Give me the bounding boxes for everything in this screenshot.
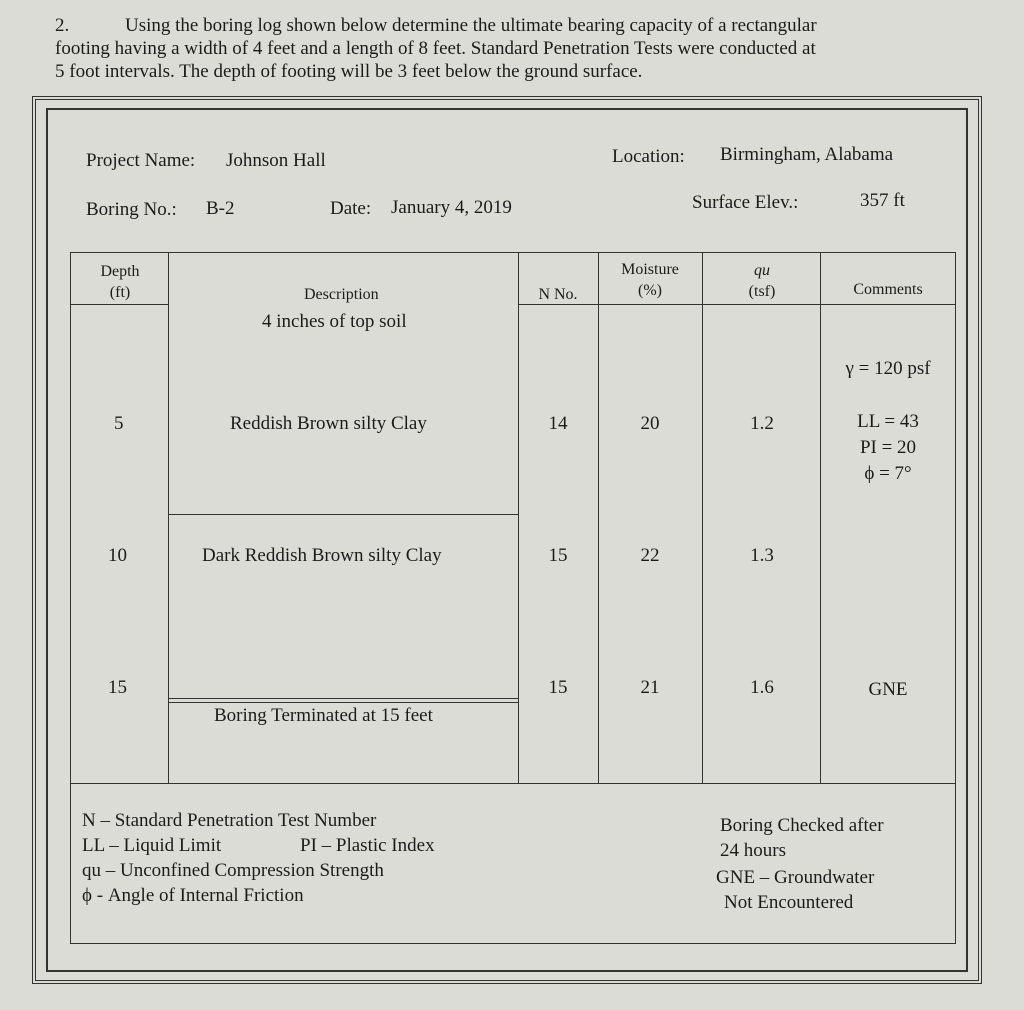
legend-n: N – Standard Penetration Test Number [82, 810, 377, 831]
boring-no-value: B-2 [206, 198, 235, 219]
description-10: Dark Reddish Brown silty Clay [202, 545, 442, 566]
date-value: January 4, 2019 [391, 197, 512, 218]
header-rule-depth [70, 304, 168, 305]
note-not-encountered: Not Encountered [724, 892, 854, 913]
problem-statement [55, 14, 985, 83]
moisture-15: 21 [640, 677, 660, 698]
note-checked-after: Boring Checked after [720, 815, 884, 836]
description-5: Reddish Brown silty Clay [230, 413, 427, 434]
n-15: 15 [548, 677, 568, 698]
n-10: 15 [548, 545, 568, 566]
header-rule-right [518, 304, 956, 305]
moisture-column-divider [702, 252, 703, 784]
moisture-5: 20 [640, 413, 660, 434]
qu-header: qu [754, 262, 770, 279]
project-name-value: Johnson Hall [226, 150, 326, 171]
depth-unit-header: (ft) [109, 284, 131, 301]
problem-number: 2. [55, 15, 70, 36]
description-header: Description [304, 286, 379, 303]
note-gne: GNE – Groundwater [716, 867, 875, 888]
layer-boundary-10ft [168, 514, 518, 515]
layer-boundary-15ft-double [168, 702, 518, 703]
comment-plastic-index: PI = 20 [859, 437, 917, 458]
legend-pi: PI – Plastic Index [300, 835, 435, 856]
moisture-unit-header: (%) [638, 282, 662, 299]
legend-phi: ϕ - Angle of Internal Friction [82, 885, 304, 906]
qu-15: 1.6 [750, 677, 774, 698]
comment-unit-weight: γ = 120 psf [845, 358, 931, 379]
depth-10: 10 [108, 545, 127, 566]
moisture-header: Moisture [621, 261, 679, 278]
comment-15: GNE [868, 679, 908, 700]
topsoil-description: 4 inches of top soil [262, 311, 407, 332]
problem-line-2: footing having a width of 4 feet and a length of 8 feet. Standard Penetration Tests were conducted at [55, 38, 816, 59]
project-name-label: Project Name: [86, 150, 196, 171]
boring-terminated: Boring Terminated at 15 feet [214, 705, 433, 726]
note-24-hours: 24 hours [720, 840, 786, 861]
depth-5: 5 [114, 413, 124, 434]
legend-ll: LL – Liquid Limit [82, 835, 222, 856]
location-label: Location: [612, 146, 685, 167]
layer-boundary-15ft [168, 698, 518, 699]
location-value: Birmingham, Alabama [720, 144, 894, 165]
qu-column-divider [820, 252, 821, 784]
moisture-10: 22 [640, 545, 660, 566]
comment-liquid-limit: LL = 43 [857, 411, 919, 432]
legend-qu: qu – Unconfined Compression Strength [82, 860, 384, 881]
depth-header: Depth [100, 263, 140, 280]
problem-line-1: 2. Using the boring log shown below determine the ultimate bearing capacity of a rectangular [55, 15, 817, 36]
depth-15: 15 [108, 677, 127, 698]
n-header: N No. [538, 286, 578, 303]
comments-header: Comments [853, 281, 923, 298]
n-column-divider [598, 252, 599, 784]
boring-no-label: Boring No.: [86, 199, 177, 220]
qu-5: 1.2 [750, 413, 774, 434]
comment-friction-angle: ϕ = 7° [864, 463, 912, 484]
surface-elev-label: Surface Elev.: [692, 192, 799, 213]
depth-column-divider [168, 252, 169, 784]
date-label: Date: [330, 198, 372, 219]
problem-line-3: 5 foot intervals. The depth of footing will be 3 feet below the ground surface. [55, 61, 643, 82]
n-5: 14 [548, 413, 568, 434]
description-column-divider [518, 252, 519, 784]
boring-log-table [70, 252, 956, 784]
qu-unit-header: (tsf) [748, 283, 776, 300]
qu-10: 1.3 [750, 545, 774, 566]
surface-elev-value: 357 ft [860, 190, 905, 211]
